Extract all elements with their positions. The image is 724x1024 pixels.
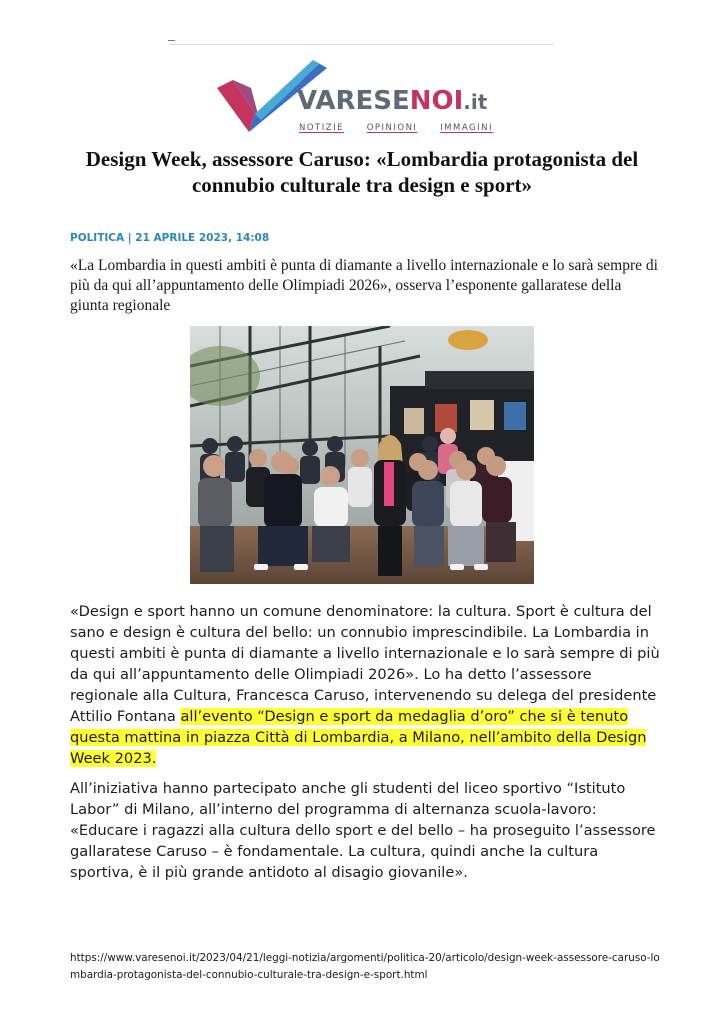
logo-name-part1: VARESE <box>297 86 410 116</box>
paragraph-1-text: «Design e sport hanno un comune denominatore: la cultura. Sport è cultura del sano e design è cultura del bello: un connubio imprescindibile. La Lombardia in questi ambiti è punta di diamante a livello internazionale e lo sarà sempre di più da qui all’appuntamento delle Olimpiadi 2026». Lo ha detto l’assessore regionale alla Cultura, Francesca Caruso, intervenendo su delega del presidente Attilio Fontana <box>70 603 660 725</box>
article-photo[interactable] <box>190 326 534 584</box>
paragraph-1-highlight: all’evento “Design e sport da medaglia d’oro” che si è tenuto questa mattina in piazza Città di Lombardia, a Milano, nell’ambito della Design Week 2023. <box>70 708 647 767</box>
article-meta[interactable]: POLITICA | 21 APRILE 2023, 14:08 <box>70 232 270 244</box>
article-paragraph-2: All’iniziativa hanno partecipato anche gli studenti del liceo sportivo “Istituto Labor” di Milano, all’interno del programma di alternanza scuola-lavoro: «Educare i ragazzi alla cultura dello sport e del bello – ha proseguito l’assessore gallaratese Caruso – è fondamentale. La cultura, quindi anche la cultura sportiva, è il più grande antidoto al disagio giovanile». <box>70 780 656 881</box>
logo-tagline-images: IMMAGINI <box>440 123 493 133</box>
header-divider <box>170 44 554 45</box>
article-lead: «La Lombardia in questi ambiti è punta di diamante a livello internazionale e lo sarà sempre di più da qui all’appuntamento delle Olimpiadi 2026», osserva l’esponente gallaratese della giunta regionale <box>70 257 658 314</box>
logo-tagline-news: NOTIZIE <box>299 123 344 133</box>
logo-tagline-opinions: OPINIONI <box>366 123 418 133</box>
footer-source-url[interactable]: https://www.varesenoi.it/2023/04/21/leggi-notizia/argomenti/politica-20/articolo/design-week-assessore-caruso-lombardia-protagonista-del-connubio-culturale-tra-design-e-sport.html <box>70 952 660 981</box>
logo-tagline <box>299 123 493 133</box>
logo-name-part2: NOI <box>409 86 464 116</box>
logo-wordmark <box>297 88 487 114</box>
group-photo-icon <box>190 326 534 584</box>
article-paragraph-1 <box>70 601 660 769</box>
page-top-mark <box>168 40 175 41</box>
logo-name-part3: .it <box>463 90 488 114</box>
site-logo[interactable] <box>215 58 497 140</box>
article-title: Design Week, assessore Caruso: «Lombardia protagonista del connubio culturale tra design e sport» <box>85 147 639 197</box>
